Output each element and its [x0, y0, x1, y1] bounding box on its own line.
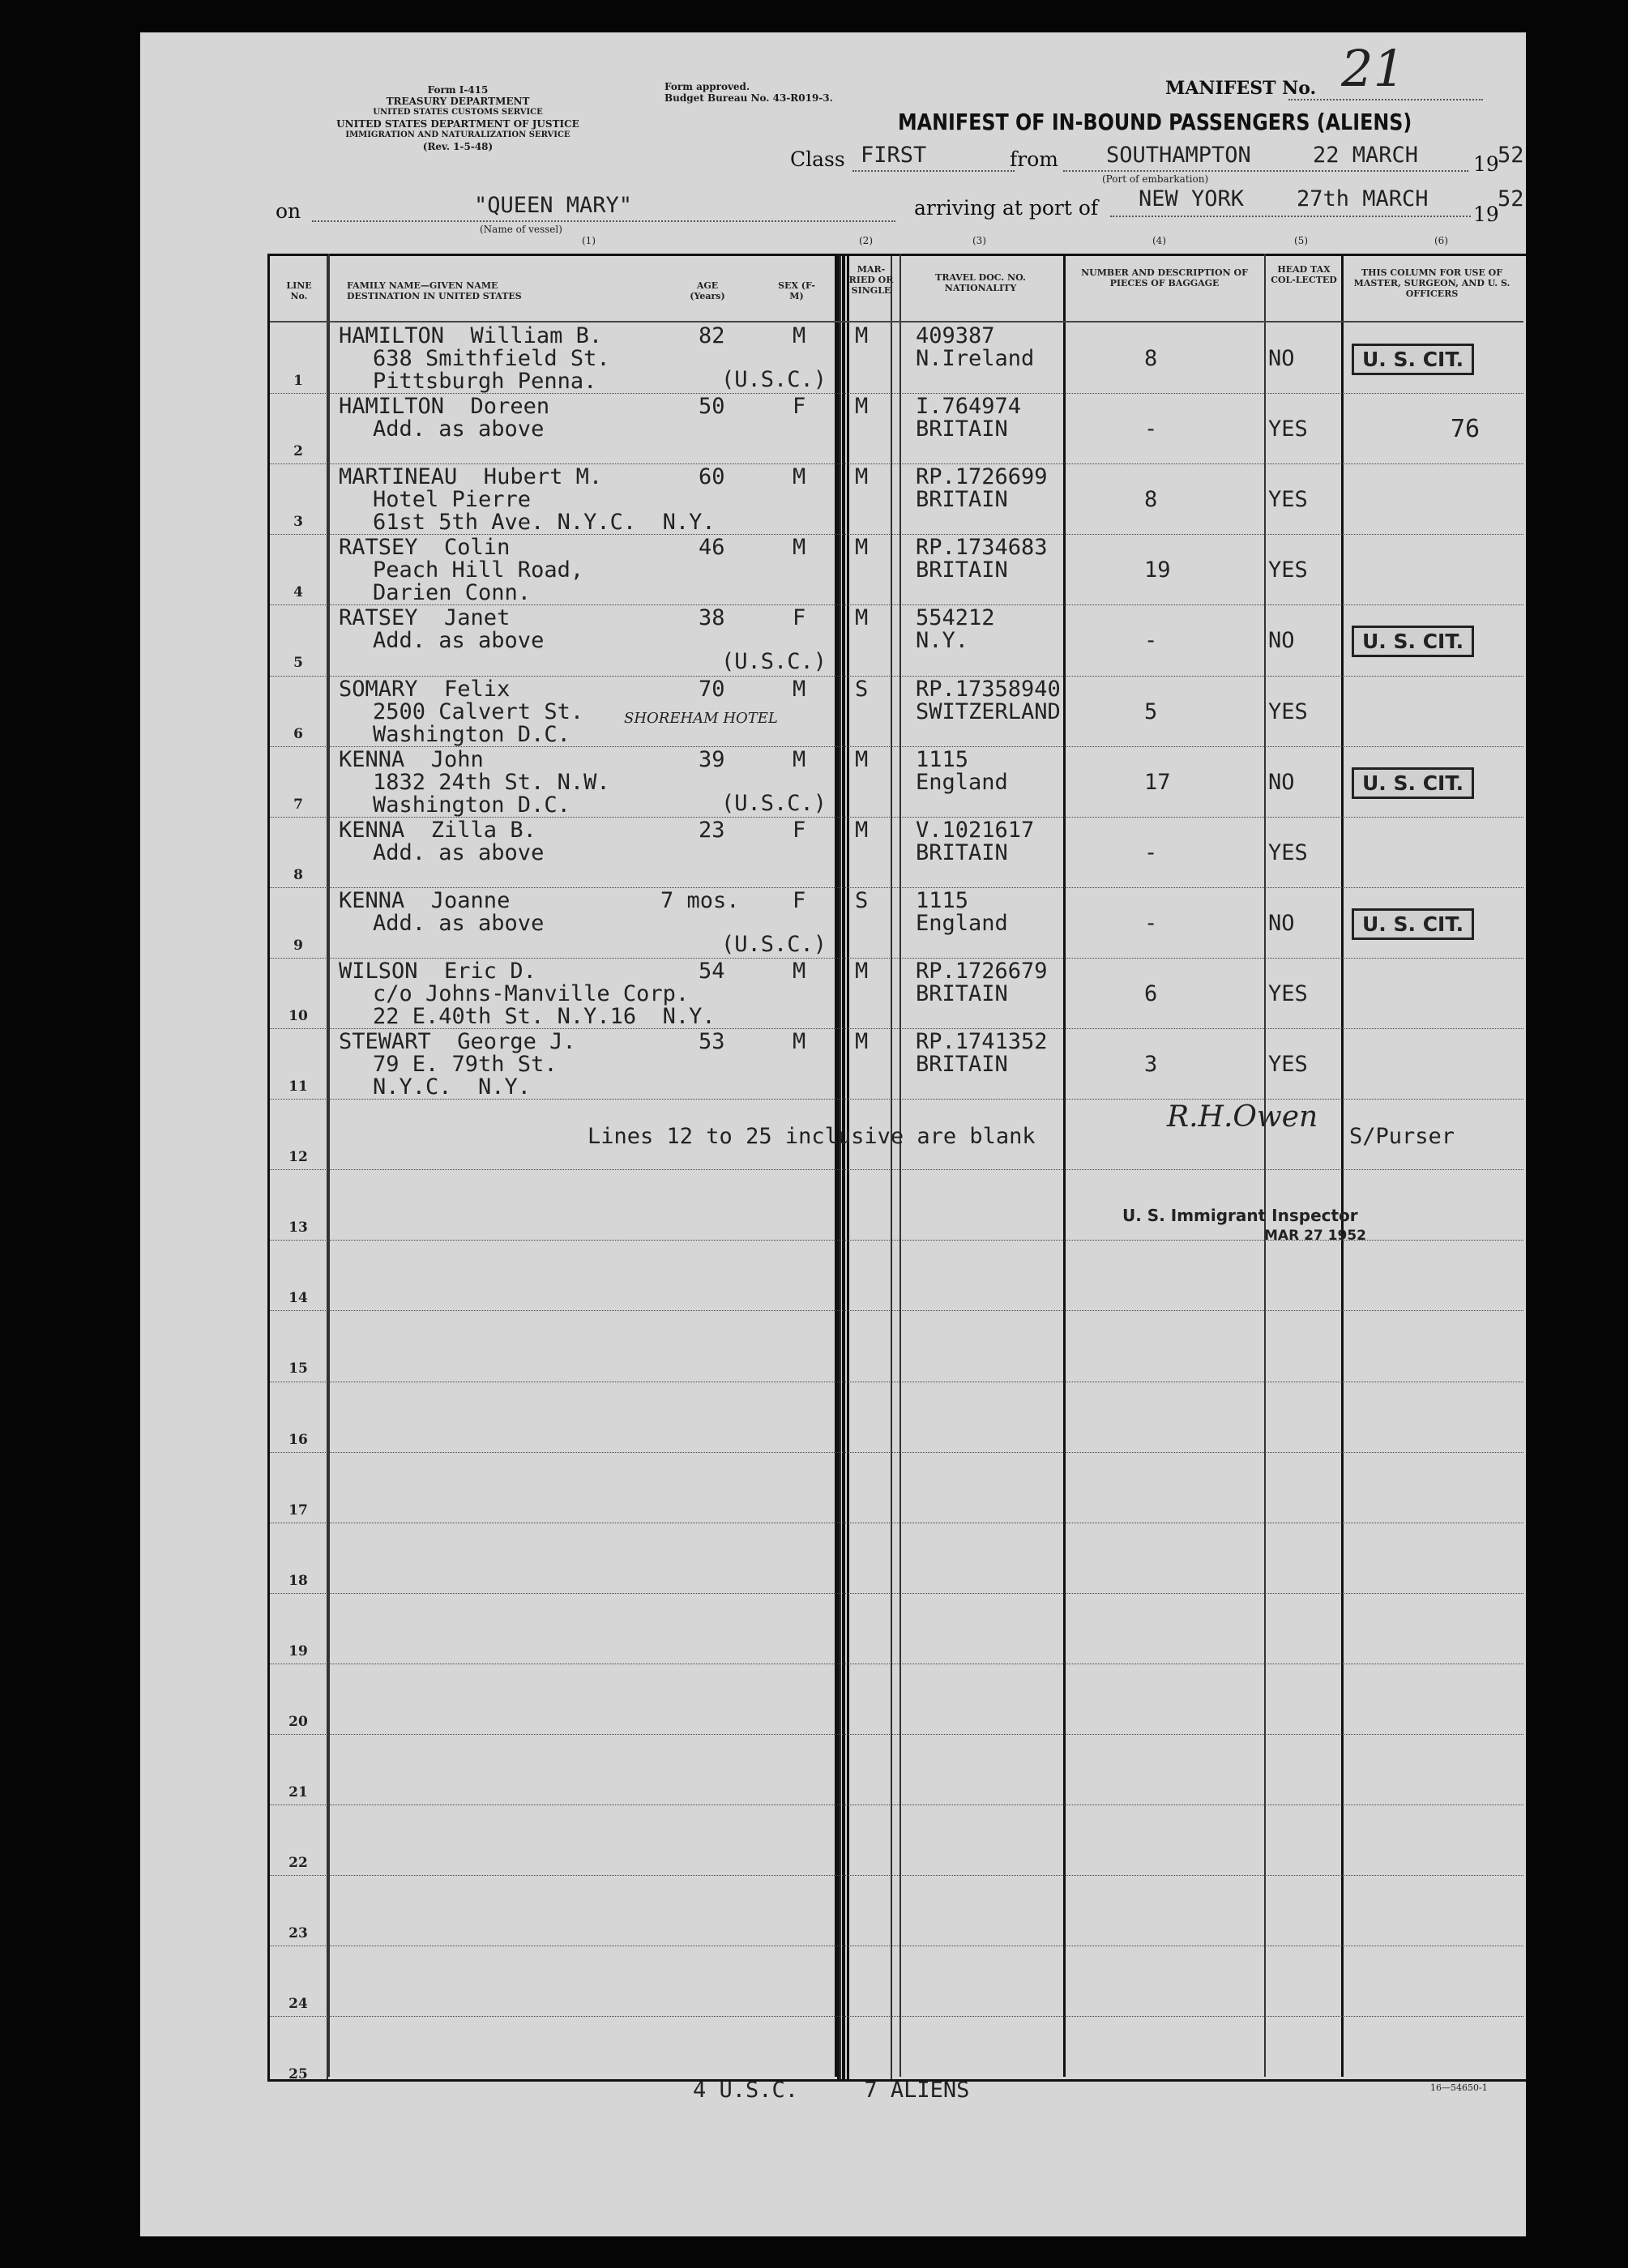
nationality: BRITAIN [916, 416, 1008, 442]
inspector-date: MAR 27 1952 [1264, 1228, 1366, 1244]
passenger-age: 46 [699, 535, 725, 561]
footer-summary: 4 U.S.C. 7 ALIENS [693, 2078, 970, 2103]
passenger-address-1: 1832 24th St. N.W. [373, 769, 610, 795]
passenger-sex: M [793, 464, 806, 490]
passenger-sex: M [793, 676, 806, 702]
passenger-address-1: Peach Hill Road, [373, 557, 584, 583]
nationality: England [916, 910, 1008, 936]
header-bottom-rule [270, 321, 1523, 322]
nationality: N.Ireland [916, 346, 1035, 371]
row-rule [270, 676, 1523, 677]
head-tax: YES [1268, 698, 1308, 724]
passenger-address-2: 61st 5th Ave. N.Y.C. N.Y. [373, 510, 716, 536]
col-header-officers: THIS COLUMN FOR USE OF MASTER, SURGEON, AND U. S. OFFICERS [1353, 267, 1510, 299]
arrival-year: 52 [1498, 186, 1524, 211]
col-divider [840, 256, 841, 2079]
line-number: 22 [288, 1855, 308, 1872]
blank-lines-note: Lines 12 to 25 inclusive are blank [588, 1124, 1036, 1149]
baggage-count: 17 [1144, 769, 1171, 795]
usc-note: (U.S.C.) [721, 790, 827, 816]
col-header-age: AGE (Years) [690, 280, 725, 301]
passenger-address-1: 79 E. 79th St. [373, 1052, 558, 1077]
col-divider [328, 254, 330, 2077]
line-number: 8 [293, 866, 303, 883]
row-rule [270, 1099, 1523, 1100]
row-rule [270, 746, 1523, 747]
line-number: 24 [288, 1996, 308, 2013]
line-number: 14 [288, 1290, 308, 1307]
arrival-date: 27th MARCH [1297, 186, 1429, 211]
baggage-count: 8 [1144, 346, 1158, 371]
travel-doc-no: RP.17358940 [916, 676, 1061, 702]
passenger-marital: S [855, 887, 869, 913]
customs-service: UNITED STATES CUSTOMS SERVICE [373, 108, 543, 117]
passenger-address-2: Darien Conn. [373, 580, 532, 606]
approval-block [664, 81, 833, 104]
line-number: 13 [288, 1219, 308, 1237]
col-divider [847, 256, 849, 2079]
row-rule [270, 1028, 1523, 1029]
passenger-sex: M [793, 958, 806, 984]
row-rule [270, 463, 1523, 464]
passenger-name: KENNA Joanne [339, 887, 511, 913]
arrival-line [1110, 216, 1471, 217]
nationality: BRITAIN [916, 557, 1008, 583]
passenger-marital: M [855, 464, 869, 490]
passenger-age: 53 [699, 1029, 725, 1054]
us-citizen-stamp: U. S. CIT. [1352, 767, 1474, 799]
passenger-address-1: Add. as above [373, 839, 545, 865]
head-tax: NO [1268, 628, 1295, 654]
col-divider [837, 256, 840, 2079]
passenger-age: 60 [699, 464, 725, 490]
line-number: 4 [293, 584, 303, 601]
row-rule [270, 958, 1523, 959]
manifest-title: MANIFEST OF IN-BOUND PASSENGERS (ALIENS) [898, 109, 1412, 135]
passenger-marital: M [855, 394, 869, 420]
passenger-marital: M [855, 746, 869, 772]
row-rule [270, 604, 1523, 605]
col-divider [1264, 254, 1266, 2077]
line-number: 1 [293, 373, 303, 389]
line-number: 15 [288, 1360, 308, 1377]
class-line [852, 170, 1015, 172]
nationality: BRITAIN [916, 839, 1008, 865]
row-rule [270, 1310, 1523, 1311]
passenger-sex: F [793, 817, 806, 843]
passenger-address-1: Add. as above [373, 416, 545, 442]
manifest-no-value: 21 [1341, 39, 1405, 98]
passenger-age: 54 [699, 958, 725, 984]
row-rule [270, 817, 1523, 818]
treasury-dept: TREASURY DEPARTMENT [386, 96, 530, 107]
passenger-marital: M [855, 1029, 869, 1054]
passenger-name: KENNA John [339, 746, 484, 772]
budget-bureau: Budget Bureau No. 43-R019-3. [664, 92, 833, 104]
purser-signature: R.H.Owen [1167, 1100, 1318, 1134]
passenger-name: HAMILTON Doreen [339, 394, 550, 420]
line-number: 23 [288, 1925, 308, 1942]
passenger-sex: M [793, 535, 806, 561]
line-number: 9 [293, 937, 303, 954]
line-number: 6 [293, 725, 303, 742]
col-divider [843, 254, 845, 2077]
us-citizen-stamp: U. S. CIT. [1352, 344, 1474, 375]
row-rule [270, 2016, 1523, 2017]
baggage-count: - [1144, 839, 1158, 865]
form-id: Form I-415 [427, 84, 489, 96]
usc-note: (U.S.C.) [721, 931, 827, 957]
baggage-count: 19 [1144, 557, 1171, 583]
baggage-count: 3 [1144, 1052, 1158, 1077]
class-label: Class [790, 147, 845, 171]
year-value: 52 [1498, 143, 1524, 168]
vessel-line [312, 220, 895, 222]
col-divider [891, 256, 892, 2079]
manifest-no-line [1288, 99, 1483, 100]
passenger-age: 23 [699, 817, 725, 843]
baggage-count: 5 [1144, 698, 1158, 724]
passenger-name: KENNA Zilla B. [339, 817, 536, 843]
travel-doc-no: I.764974 [916, 394, 1022, 420]
row-rule [270, 1169, 1523, 1170]
row-rule [270, 1734, 1523, 1735]
passenger-address-2: Washington D.C. [373, 721, 570, 747]
passenger-marital: M [855, 958, 869, 984]
passenger-address-2: N.Y.C. N.Y. [373, 1074, 532, 1100]
passenger-age: 39 [699, 746, 725, 772]
col-num-4: (4) [1152, 235, 1166, 246]
passenger-marital: M [855, 817, 869, 843]
form-approved: Form approved. [664, 81, 750, 92]
handwritten-note: SHOREHAM HOTEL [624, 709, 778, 727]
line-number: 7 [293, 796, 303, 813]
passenger-age: 70 [699, 676, 725, 702]
line-number: 19 [288, 1642, 308, 1659]
travel-doc-no: 554212 [916, 605, 995, 631]
baggage-count: - [1144, 910, 1158, 936]
col-header-baggage: NUMBER AND DESCRIPTION OF PIECES OF BAGGAGE [1081, 267, 1248, 288]
arriving-label: arriving at port of [914, 196, 1099, 220]
nationality: N.Y. [916, 628, 969, 654]
officer-note: 76 [1451, 415, 1481, 444]
row-rule [270, 393, 1523, 394]
purser-label: S/Purser [1349, 1124, 1455, 1149]
line-number: 2 [293, 443, 303, 460]
col-header-sex: SEX (F-M) [778, 280, 815, 301]
passenger-name: MARTINEAU Hubert M. [339, 464, 603, 490]
class-value: FIRST [861, 143, 927, 168]
baggage-count: - [1144, 628, 1158, 654]
passenger-sex: F [793, 887, 806, 913]
line-number: 12 [288, 1149, 308, 1166]
usc-note: (U.S.C.) [721, 649, 827, 675]
line-number: 11 [288, 1078, 308, 1095]
line-number: 17 [288, 1501, 308, 1518]
head-tax: YES [1268, 487, 1308, 513]
inspector-title: U. S. Immigrant Inspector [1122, 1206, 1358, 1225]
col-header-married: MAR-RIED OR SINGLE [848, 264, 894, 296]
head-tax: YES [1268, 557, 1308, 583]
passenger-address-2: Pittsburgh Penna. [373, 369, 597, 394]
justice-dept: UNITED STATES DEPARTMENT OF JUSTICE [336, 118, 579, 130]
us-citizen-stamp: U. S. CIT. [1352, 626, 1474, 657]
row-rule [270, 1593, 1523, 1594]
head-tax: YES [1268, 416, 1308, 442]
nationality: BRITAIN [916, 487, 1008, 513]
usc-note: (U.S.C.) [721, 367, 827, 392]
col-divider [835, 254, 837, 2077]
passenger-age: 7 mos. [660, 887, 740, 913]
baggage-count: 8 [1144, 487, 1158, 513]
line-number: 18 [288, 1572, 308, 1589]
passenger-name: RATSEY Colin [339, 535, 511, 561]
from-label: from [1010, 147, 1058, 171]
nationality: BRITAIN [916, 980, 1008, 1006]
baggage-count: 6 [1144, 980, 1158, 1006]
head-tax: YES [1268, 839, 1308, 865]
head-tax: YES [1268, 980, 1308, 1006]
ins-service: IMMIGRATION AND NATURALIZATION SERVICE [345, 130, 570, 139]
passenger-address-1: 2500 Calvert St. [373, 698, 584, 724]
col-num-2: (2) [859, 235, 873, 246]
nationality: SWITZERLAND [916, 698, 1061, 724]
arrival-year-prefix: 19 [1473, 203, 1499, 226]
year-prefix: 19 [1473, 152, 1499, 176]
passenger-sex: M [793, 1029, 806, 1054]
from-port: SOUTHAMPTON [1106, 143, 1251, 168]
head-tax: NO [1268, 346, 1295, 371]
travel-doc-no: RP.1741352 [916, 1029, 1048, 1054]
passenger-marital: M [855, 535, 869, 561]
col-divider [1063, 254, 1066, 2077]
passenger-address-1: 638 Smithfield St. [373, 346, 610, 371]
row-rule [270, 1452, 1523, 1453]
line-number: 3 [293, 514, 303, 531]
line-number: 5 [293, 655, 303, 672]
line-number: 21 [288, 1784, 308, 1800]
head-tax: YES [1268, 1052, 1308, 1077]
col-divider [899, 254, 901, 2077]
passenger-name: SOMARY Felix [339, 676, 511, 702]
revision: (Rev. 1-5-48) [422, 141, 494, 152]
passenger-sex: F [793, 605, 806, 631]
passenger-address-1: Hotel Pierre [373, 487, 532, 513]
row-rule [270, 534, 1523, 535]
us-citizen-stamp: U. S. CIT. [1352, 908, 1474, 940]
footer-code: 16—54650-1 [1430, 2082, 1488, 2093]
line-number: 20 [288, 1713, 308, 1730]
passenger-sex: F [793, 394, 806, 420]
row-rule [270, 1875, 1523, 1876]
travel-doc-no: RP.1734683 [916, 535, 1048, 561]
passenger-address-1: Add. as above [373, 910, 545, 936]
passenger-address-1: c/o Johns-Manville Corp. [373, 980, 690, 1006]
line-number: 25 [288, 2066, 308, 2083]
row-rule [270, 887, 1523, 888]
passenger-address-2: Washington D.C. [373, 792, 570, 818]
passenger-address-2: 22 E.40th St. N.Y.16 N.Y. [373, 1003, 716, 1029]
nationality: BRITAIN [916, 1052, 1008, 1077]
col-num-1: (1) [582, 235, 596, 246]
col-header-line: LINE No. [286, 280, 312, 301]
col-num-6: (6) [1434, 235, 1448, 246]
line-number: 16 [288, 1431, 308, 1448]
travel-doc-no: RP.1726679 [916, 958, 1048, 984]
travel-doc-no: V.1021617 [916, 817, 1035, 843]
arrival-port: NEW YORK [1139, 186, 1245, 211]
passenger-marital: S [855, 676, 869, 702]
col-divider [1341, 254, 1344, 2077]
head-tax: NO [1268, 769, 1295, 795]
passenger-address-1: Add. as above [373, 628, 545, 654]
passenger-age: 50 [699, 394, 725, 420]
travel-doc-no: 409387 [916, 323, 995, 348]
embark-note: (Port of embarkation) [1102, 173, 1209, 185]
line-number: 10 [288, 1007, 308, 1024]
passenger-name: WILSON Eric D. [339, 958, 536, 984]
travel-doc-no: RP.1726699 [916, 464, 1048, 490]
passenger-name: RATSEY Janet [339, 605, 511, 631]
col-header-headtax: HEAD TAX COL-LECTED [1271, 264, 1337, 285]
nationality: England [916, 769, 1008, 795]
form-id-block [276, 84, 640, 152]
baggage-count: - [1144, 416, 1158, 442]
passenger-marital: M [855, 605, 869, 631]
passenger-name: STEWART George J. [339, 1029, 576, 1054]
vessel-note: (Name of vessel) [480, 224, 562, 235]
head-tax: NO [1268, 910, 1295, 936]
from-date: 22 MARCH [1313, 143, 1419, 168]
passenger-sex: M [793, 746, 806, 772]
travel-doc-no: 1115 [916, 887, 969, 913]
vessel-name: "QUEEN MARY" [474, 193, 633, 218]
passenger-sex: M [793, 323, 806, 348]
passenger-age: 38 [699, 605, 725, 631]
col-num-3: (3) [972, 235, 986, 246]
passenger-marital: M [855, 323, 869, 348]
col-num-5: (5) [1294, 235, 1308, 246]
passenger-age: 82 [699, 323, 725, 348]
from-line [1063, 170, 1468, 172]
col-header-travel: TRAVEL DOC. NO. NATIONALITY [935, 272, 1026, 293]
on-label: on [276, 199, 301, 223]
travel-doc-no: 1115 [916, 746, 969, 772]
col-header-name: FAMILY NAME—GIVEN NAME DESTINATION IN UNITED STATES [347, 280, 522, 301]
manifest-no-label: MANIFEST No. [1165, 78, 1317, 99]
passenger-name: HAMILTON William B. [339, 323, 603, 348]
